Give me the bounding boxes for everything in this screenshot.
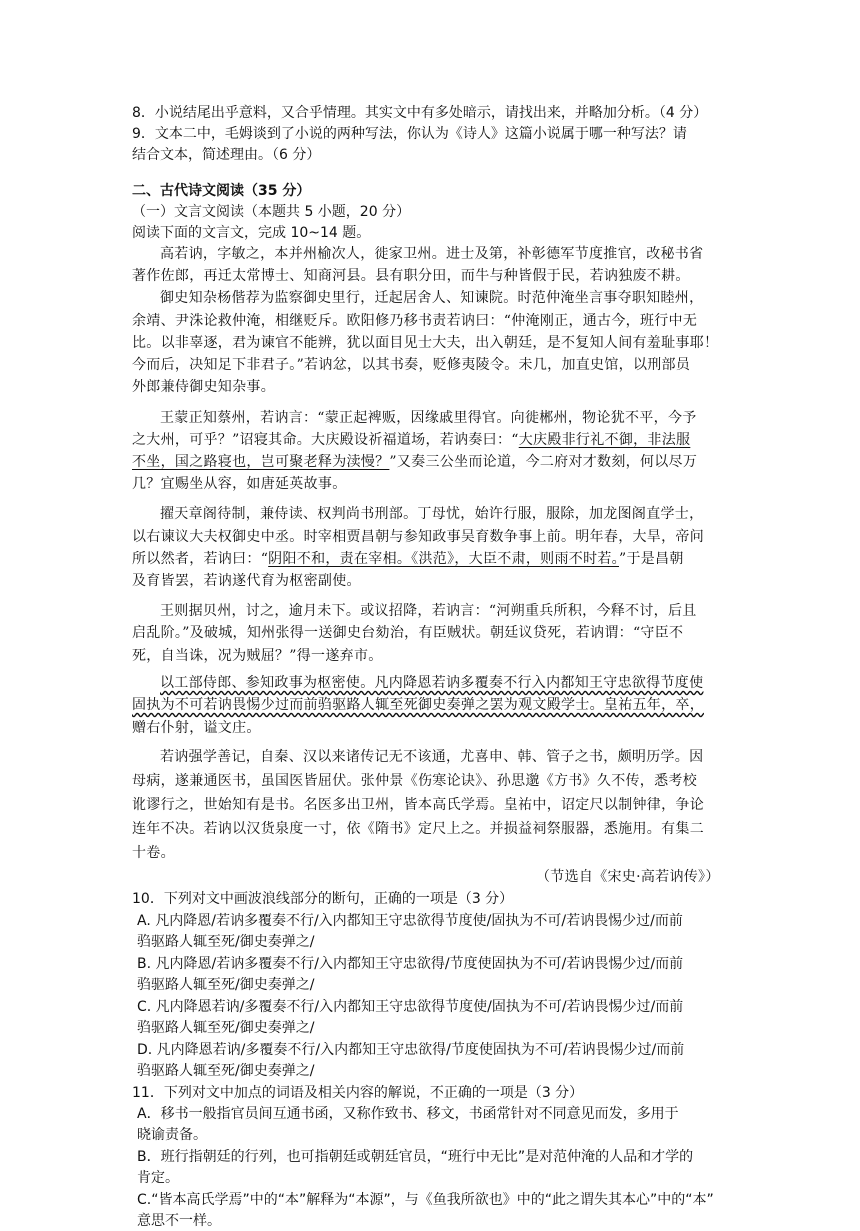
- q10-option-a: A. 凡内降恩/若讷多覆奏不行/入内都知王守忠欲得节度使/固执为不可/若讷畏惕少过/而前: [137, 913, 683, 929]
- wavy-underlined-text: 固执为不可若讷畏惕少过而前驺驱路人辄至死御史奏弹之罢为观文殿学士。皇祐五年，卒，: [132, 697, 704, 713]
- passage-line: 几？宜赐坐从容，如唐延英故事。: [132, 476, 347, 492]
- passage-line: 讹谬行之，世始知有是书。名医多出卫州，皆本高氏学焉。皇祐中，诏定尺以制钟律，争论: [132, 797, 704, 813]
- question-8: 8．小说结尾出乎意料，又合乎情理。其实文中有多处暗示，请找出来，并略加分析。（4 分）: [132, 105, 708, 121]
- passage-line: 不坐，国之路寝也，岂可聚老释为渎慢？”又奏三公坐而论道，今二府对才数刻，何以尽万: [132, 454, 698, 470]
- q10-option-d: D. 凡内降恩若讷/多覆奏不行/入内都知王守忠欲得/节度使固执为不可/若讷畏惕少过/而前: [137, 1042, 685, 1058]
- q10-option-b-cont: 驺驱路人辄至死/御史奏弹之/: [137, 977, 315, 993]
- passage-line: 启乱阶。”及破城，知州张得一送御史台劾治，有臣贼状。朝廷议贷死，若讷谓：“守臣不: [132, 625, 684, 641]
- q10-option-b: B. 凡内降恩/若讷多覆奏不行/入内都知王守忠欲得/节度使固执为不可/若讷畏惕少过/而前: [137, 956, 684, 972]
- passage-line: 之大州，可乎？”诏寝其命。大庆殿设祈福道场，若讷奏曰：“大庆殿非行礼不御，非法服: [132, 432, 691, 448]
- q11-option-b-cont: 肯定。: [137, 1170, 179, 1186]
- underlined-sentence: 阴阳不和，责在宰相。《洪范》，大臣不肃，则雨不时若。: [268, 551, 619, 567]
- q10-option-c-cont: 驺驱路人辄至死/御史奏弹之/: [137, 1020, 315, 1036]
- passage-line: 王蒙正知蔡州，若讷言：“蒙正起裨贩，因缘戚里得官。向徙郴州，物论犹不平，今予: [160, 410, 697, 426]
- passage-line: 御史知杂杨偕荐为监察御史里行，迁起居舍人、知谏院。时范仲淹坐言事夺职知睦州，: [160, 290, 704, 306]
- q11-option-a-cont: 晓谕责备。: [137, 1127, 207, 1143]
- subsection-heading: （一）文言文阅读（本题共 5 小题，20 分）: [132, 204, 411, 220]
- question-10-stem: 10．下列对文中画波浪线部分的断句，正确的一项是（3 分）: [132, 891, 514, 907]
- passage-line: 以右谏议大夫权御史中丞。时宰相贾昌朝与参知政事吴育数争事上前。明年春，大旱，帝问: [132, 529, 704, 545]
- question-9-line2: 结合文本，简述理由。（6 分）: [132, 147, 321, 163]
- passage-line: 余靖、尹洙论救仲淹，相继贬斥。欧阳修乃移书责若讷曰：“仲淹刚正，通古今，班行中无: [132, 313, 698, 329]
- passage-line: 母病，遂兼通医书，虽国医皆屈伏。张仲景《伤寒论诀》、孙思邈《方书》久不传，悉考校: [132, 773, 697, 789]
- q11-option-c-cont: 意思不一样。: [137, 1213, 221, 1229]
- passage-line: 王则据贝州，讨之，逾月未下。或议招降，若讷言：“河朔重兵所积，今释不讨，后且: [160, 603, 697, 619]
- passage-line: 及育皆罢，若讷遂代育为枢密副使。: [132, 573, 361, 589]
- section-heading: 二、古代诗文阅读（35 分）: [132, 183, 311, 199]
- q10-option-a-cont: 驺驱路人辄至死/御史奏弹之/: [137, 934, 315, 950]
- passage-line: 死，自当诛，况为贼屈？”得一遂弃市。: [132, 648, 383, 664]
- passage-line: 赠右仆射，谥文庄。: [132, 720, 261, 736]
- passage-line: 比。以非辜逐，君为谏官不能辨，犹以面目见士大夫，出入朝廷，是不复知人间有羞耻事耶！: [132, 335, 719, 351]
- passage-line: [160, 673, 703, 693]
- passage-source: （节选自《宋史·高若讷传》）: [536, 869, 720, 885]
- passage-line: 连年不决。若讷以汉货泉度一寸，依《隋书》定尺上之。并损益祠祭服器，悉施用。有集二: [132, 821, 704, 837]
- passage-line: 擢天章阁待制，兼侍读、权判尚书刑部。丁母忧，始许行服，服除，加龙图阁直学士，: [160, 506, 704, 522]
- passage-line: 若讷强学善记，自秦、汉以来诸传记无不该通，尤喜申、韩、管子之书，颇明历学。因: [160, 749, 704, 765]
- wavy-underlined-text: 以工部侍郎、参知政事为枢密使。凡内降恩若讷多覆奏不行入内都知王守忠欲得节度使: [160, 675, 704, 691]
- passage-line: 外郎兼侍御史知杂事。: [132, 379, 275, 395]
- reading-instruction: 阅读下面的文言文，完成 10~14 题。: [132, 225, 371, 241]
- q10-option-c: C. 凡内降恩若讷/多覆奏不行/入内都知王守忠欲得节度使/固执为不可/若讷畏惕少过/而前: [137, 999, 684, 1015]
- q11-option-c: C.“皆本高氏学焉”中的“本”解释为“本源”，与《鱼我所欲也》中的“此之谓失其本心”中的“本”: [137, 1192, 714, 1208]
- q10-option-d-cont: 驺驱路人辄至死/御史奏弹之/: [137, 1063, 315, 1079]
- underlined-sentence: 大庆殿非行礼不御，非法服: [518, 432, 691, 448]
- passage-line: 高若讷，字敏之，本并州榆次人，徙家卫州。进士及第，补彰德军节度推官，改秘书省: [160, 246, 704, 262]
- q11-option-a: A．移书一般指官员间互通书函，又称作致书、移文，书函常针对不同意见而发，多用于: [137, 1106, 679, 1122]
- passage-line: 十卷。: [132, 845, 175, 861]
- passage-line: 著作佐郎，再迁太常博士、知商河县。县有职分田，而牛与种皆假于民，若讷独废不耕。: [132, 268, 690, 284]
- underlined-sentence: 不坐，国之路寝也，岂可聚老释为渎慢？: [132, 454, 390, 470]
- question-11-stem: 11．下列对文中加点的词语及相关内容的解说，不正确的一项是（3 分）: [132, 1085, 584, 1101]
- question-9-line1: 9．文本二中，毛姆谈到了小说的两种写法，你认为《诗人》这篇小说属于哪一种写法？请: [132, 126, 687, 142]
- passage-line: [132, 695, 704, 715]
- q11-option-b: B．班行指朝廷的行列，也可指朝廷或朝廷官员，“班行中无比”是对范仲淹的人品和才学的: [137, 1149, 694, 1165]
- passage-line: 今而后，决知足下非君子。”若讷忿，以其书奏，贬修夷陵令。未几，加直史馆，以刑部员: [132, 357, 691, 373]
- passage-line: 所以然者，若讷曰：“阴阳不和，责在宰相。《洪范》，大臣不肃，则雨不时若。”于是昌朝: [132, 551, 684, 567]
